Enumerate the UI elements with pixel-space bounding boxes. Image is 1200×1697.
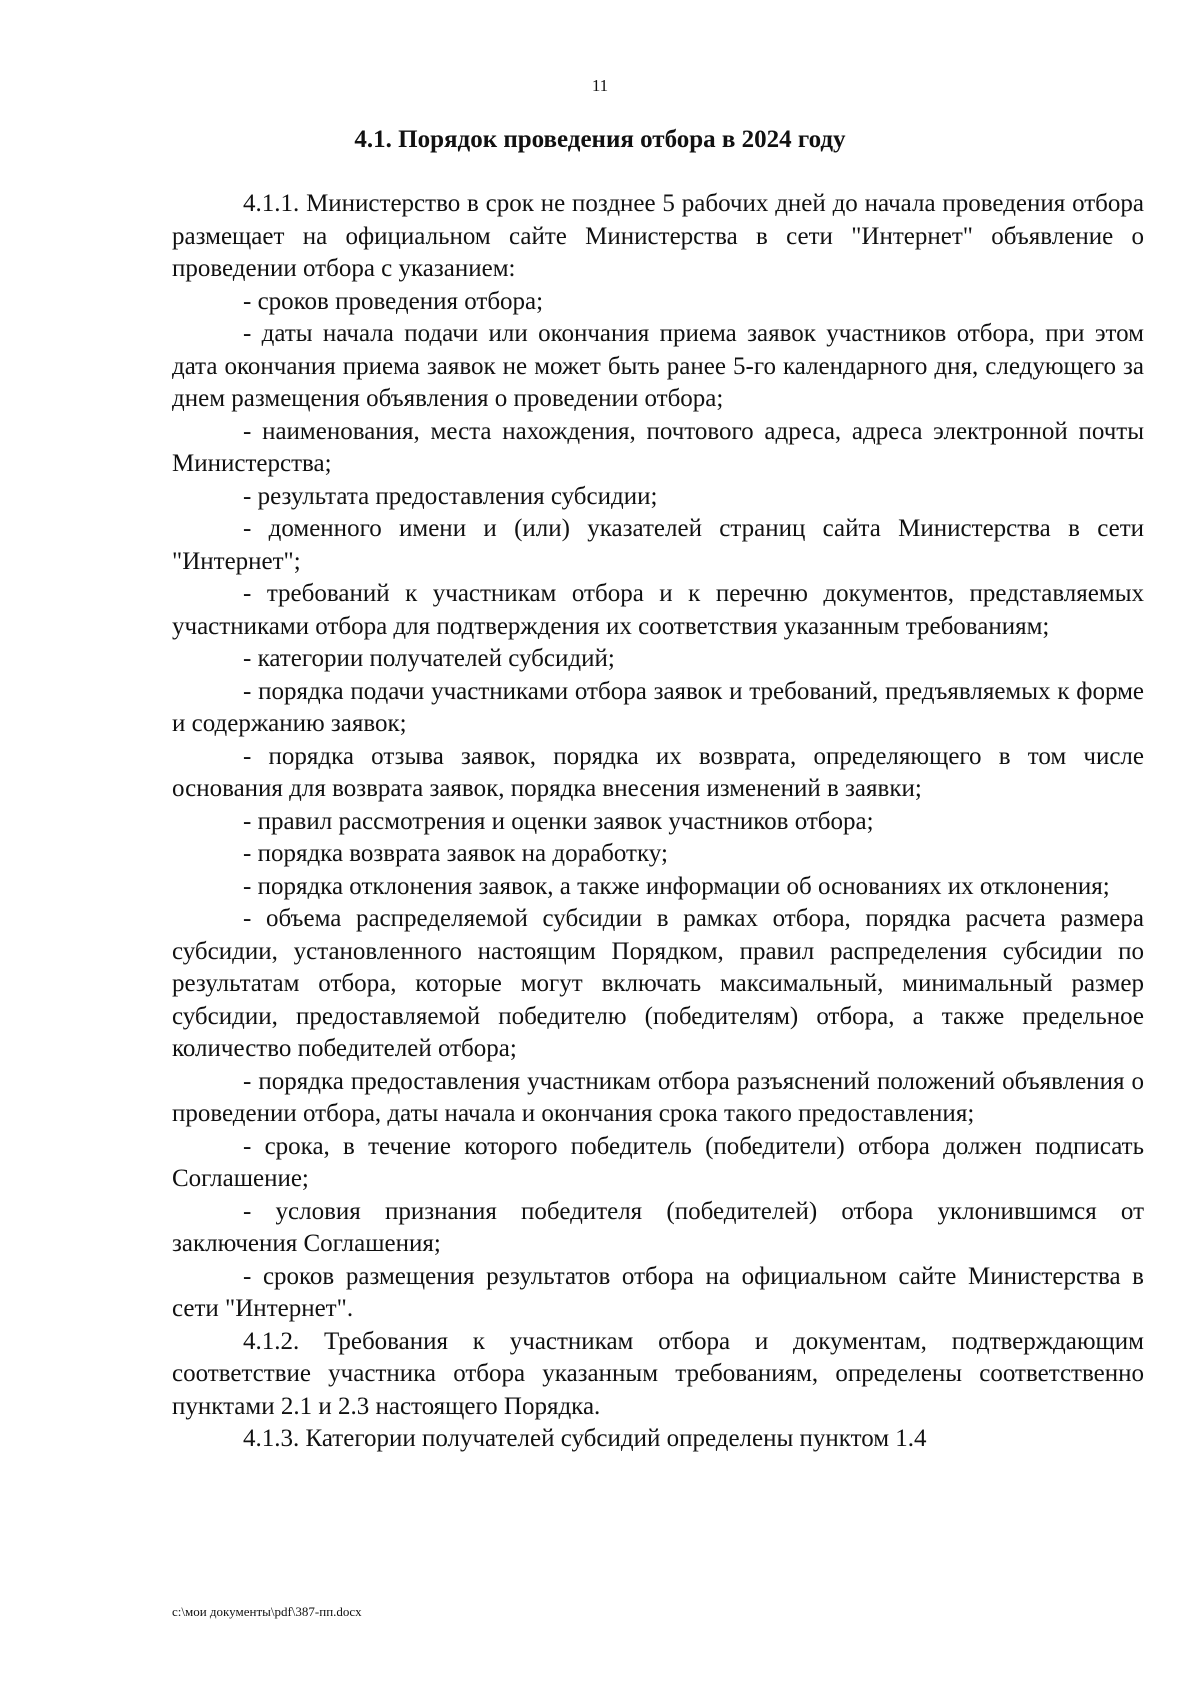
footer-file-path: c:\мои документы\pdf\387-пп.docx xyxy=(172,1604,362,1619)
list-item-evaluation-rules: - правил рассмотрения и оценки заявок участников отбора; xyxy=(243,807,874,835)
body-text xyxy=(172,188,1144,1456)
list-item-ministry-contacts: - наименования, места нахождения, почтового адреса, адреса электронной почты Министерства; xyxy=(172,417,1144,477)
paragraph-4-1-1: 4.1.1. Министерство в срок не позднее 5 рабочих дней до начала проведения отбора размещает на официальном сайте Министерства в сети "Интернет" объявление о проведении отбора с указанием: xyxy=(172,190,1144,282)
list-item-domain-name: - доменного имени и (или) указателей страниц сайта Министерства в сети "Интернет"; xyxy=(172,515,1144,575)
paragraph-4-1-2: 4.1.2. Требования к участникам отбора и документам, подтверждающим соответствие участника отбора указанным требованиям, определены соответственно пунктами 2.1 и 2.3 настоящего Порядка. xyxy=(172,1327,1144,1420)
list-item-recipient-categories: - категории получателей субсидий; xyxy=(243,645,615,672)
list-item-application-dates: - даты начала подачи или окончания приема заявок участников отбора, при этом дата окончания приема заявок не может быть ранее 5-го календарного дня, следующего за днем размещения объявления о проведении отбора; xyxy=(172,320,1144,412)
list-item-clarifications: - порядка предоставления участникам отбора разъяснений положений объявления о проведении отбора, даты начала и окончания срока такого предоставления; xyxy=(172,1067,1144,1127)
list-item-evasion-conditions: - условия признания победителя (победителей) отбора уклонившимся от заключения Соглашения; xyxy=(172,1197,1144,1257)
list-item-withdrawal-procedure: - порядка отзыва заявок, порядка их возврата, определяющего в том числе основания для возврата заявок, порядка внесения изменений в заявки; xyxy=(172,742,1144,802)
list-item-subsidy-volume: - объема распределяемой субсидии в рамках отбора, порядка расчета размера субсидии, установленного настоящим Порядком, правил распределения субсидии по результатам отбора, которые могут включать максимальный, минимальный размер субсидии, предоставляемой победителю (победителям) отбора, а также предельное количество победителей отбора; xyxy=(172,905,1144,1062)
list-item-return-for-revision: - порядка возврата заявок на доработку; xyxy=(243,840,668,867)
list-item-submission-procedure: - порядка подачи участниками отбора заявок и требований, предъявляемых к форме и содержанию заявок; xyxy=(172,677,1144,737)
list-item-participant-requirements: - требований к участникам отбора и к перечню документов, представляемых участниками отбора для подтверждения их соответствия указанным требованиям; xyxy=(172,580,1144,640)
page-number: 11 xyxy=(591,76,609,95)
list-item-results-publication: - сроков размещения результатов отбора на официальном сайте Министерства в сети "Интернет". xyxy=(172,1262,1144,1322)
list-item-subsidy-result: - результата предоставления субсидии; xyxy=(243,482,658,510)
section-heading: 4.1. Порядок проведения отбора в 2024 году xyxy=(354,126,846,153)
list-item-selection-terms: - сроков проведения отбора; xyxy=(243,287,544,315)
list-item-agreement-deadline: - срока, в течение которого победитель (победители) отбора должен подписать Соглашение; xyxy=(172,1132,1144,1192)
paragraph-4-1-3: 4.1.3. Категории получателей субсидий определены пунктом 1.4 xyxy=(243,1425,927,1452)
list-item-rejection-procedure: - порядка отклонения заявок, а также информации об основаниях их отклонения; xyxy=(243,872,1110,900)
